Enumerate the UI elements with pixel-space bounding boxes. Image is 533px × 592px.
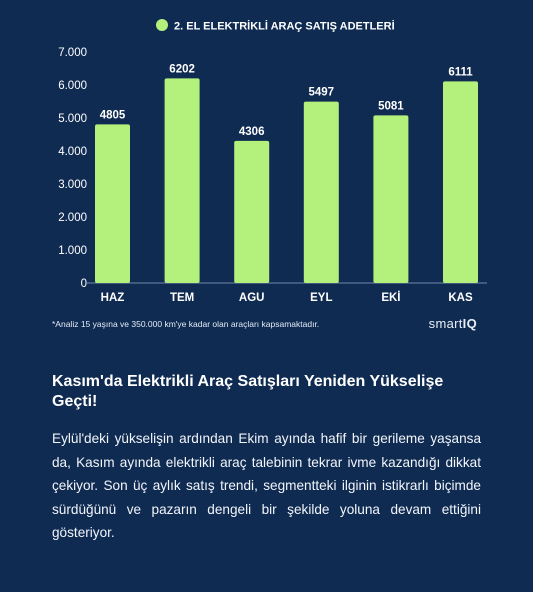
- x-tick-label: KAS: [448, 292, 473, 304]
- x-tick-label: AGU: [238, 292, 265, 304]
- bar: [304, 102, 339, 283]
- bar: [165, 78, 200, 283]
- y-tick-label: 0: [80, 278, 87, 290]
- y-tick-label: 4.000: [58, 146, 87, 158]
- bars-group: [95, 63, 478, 283]
- brand-suffix: IQ: [462, 316, 477, 331]
- data-label: 6111: [448, 66, 473, 79]
- x-tick-label: EYL: [310, 292, 333, 304]
- bar: [95, 124, 130, 283]
- bar: [234, 141, 269, 283]
- y-tick-label: 6.000: [58, 80, 87, 92]
- data-label: 4306: [238, 125, 265, 138]
- x-tick-label: TEM: [169, 292, 195, 304]
- y-tick-label: 1.000: [58, 245, 87, 257]
- data-label: 5497: [308, 86, 335, 99]
- bar: [443, 81, 478, 283]
- data-label: 4805: [99, 109, 126, 122]
- brand-logo: [429, 316, 477, 331]
- brand-prefix: smart: [428, 316, 463, 331]
- y-tick-label: 5.000: [58, 113, 87, 125]
- article-title: Kasım'da Elektrikli Araç Satışları Yeniden Yükselişe Geçti!: [52, 373, 444, 410]
- legend-label: 2. EL ELEKTRİKLİ ARAÇ SATIŞ ADETLERİ: [174, 20, 395, 33]
- footnote: *Analiz 15 yaşına ve 350.000 km'ye kadar olan araçları kapsamaktadır.: [52, 319, 320, 329]
- x-tick-label: EKİ: [381, 292, 401, 304]
- article-body: Eylül'deki yükselişin ardından Ekim ayında hafif bir gerileme yaşansa da, Kasım ayında elektrikli araç talebinin tekrar ivme kazandığı dikkat çekiyor. Son üç aylık satış trendi, segmentteki ilginin istikrarlı biçimde sürdüğünü ve pazarın dengeli bir şekilde yoluna devam ettiğini gösteriyor.: [52, 431, 481, 540]
- y-tick-label: 3.000: [58, 179, 87, 191]
- data-label: 6202: [169, 63, 195, 76]
- x-axis: [101, 291, 473, 304]
- bar: [373, 115, 408, 283]
- x-tick-label: HAZ: [100, 292, 125, 304]
- y-tick-label: 2.000: [58, 212, 87, 224]
- legend-swatch: [156, 19, 168, 31]
- y-tick-label: 7.000: [58, 47, 87, 59]
- data-label: 5081: [378, 100, 404, 113]
- y-axis: [58, 47, 87, 290]
